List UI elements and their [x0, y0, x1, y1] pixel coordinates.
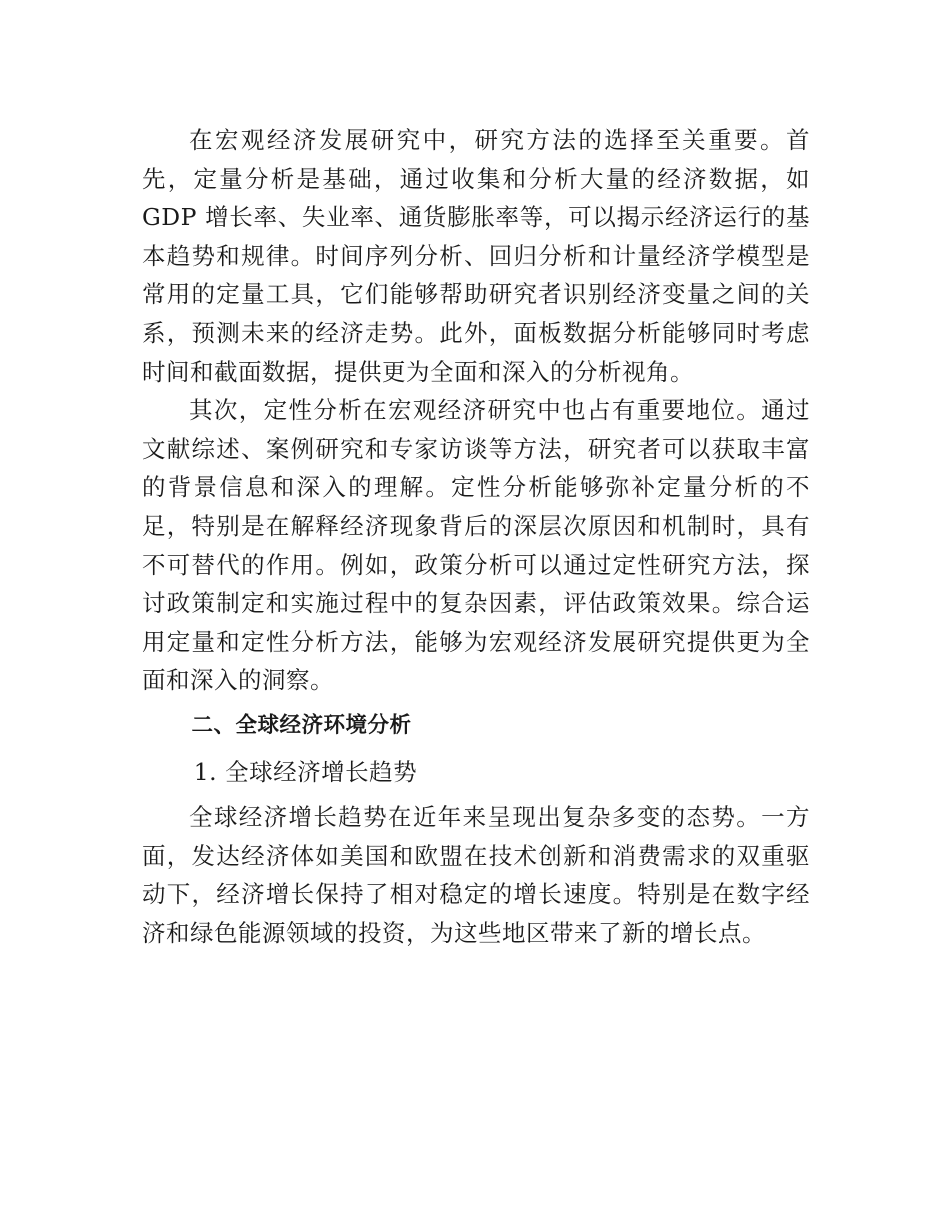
document-page — [142, 121, 810, 952]
section-heading: 二、全球经济环境分析 — [191, 712, 412, 738]
subsection-heading: 1. 全球经济增长趋势 — [193, 757, 418, 786]
paragraph-research-methods-quantitative: 在宏观经济发展研究中，研究方法的选择至关重要。首先，定量分析是基础，通过收集和分析大量的经济数据，如 GDP 增长率、失业率、通货膨胀率等，可以揭示经济运行的基本趋势和规律。时间序列分析、回归分析和计量经济学模型是常用的定量工具，它们能够帮助研究者识别经济变量之间的关系，预测未来的经济走势。此外，面板数据分析能够同时考虑时间和截面数据，提供更为全面和深入的分析视角。 — [142, 126, 810, 386]
spacer — [142, 791, 810, 798]
paragraph-research-methods-qualitative: 其次，定性分析在宏观经济研究中也占有重要地位。通过文献综述、案例研究和专家访谈等方法，研究者可以获取丰富的背景信息和深入的理解。定性分析能够弥补定量分析的不足，特别是在解释经济现象背后的深层次原因和机制时，具有不可替代的作用。例如，政策分析可以通过定性研究方法，探讨政策制定和实施过程中的复杂因素，评估政策效果。综合运用定量和定性分析方法，能够为宏观经济发展研究提供更为全面和深入的洞察。 — [142, 396, 810, 695]
paragraph-global-growth-trend: 全球经济增长趋势在近年来呈现出复杂多变的态势。一方面，发达经济体如美国和欧盟在技术创新和消费需求的双重驱动下，经济增长保持了相对稳定的增长速度。特别是在数字经济和绿色能源领域的投资，为这些地区带来了新的增长点。 — [142, 803, 810, 947]
spacer — [142, 746, 810, 753]
spacer — [142, 700, 810, 707]
